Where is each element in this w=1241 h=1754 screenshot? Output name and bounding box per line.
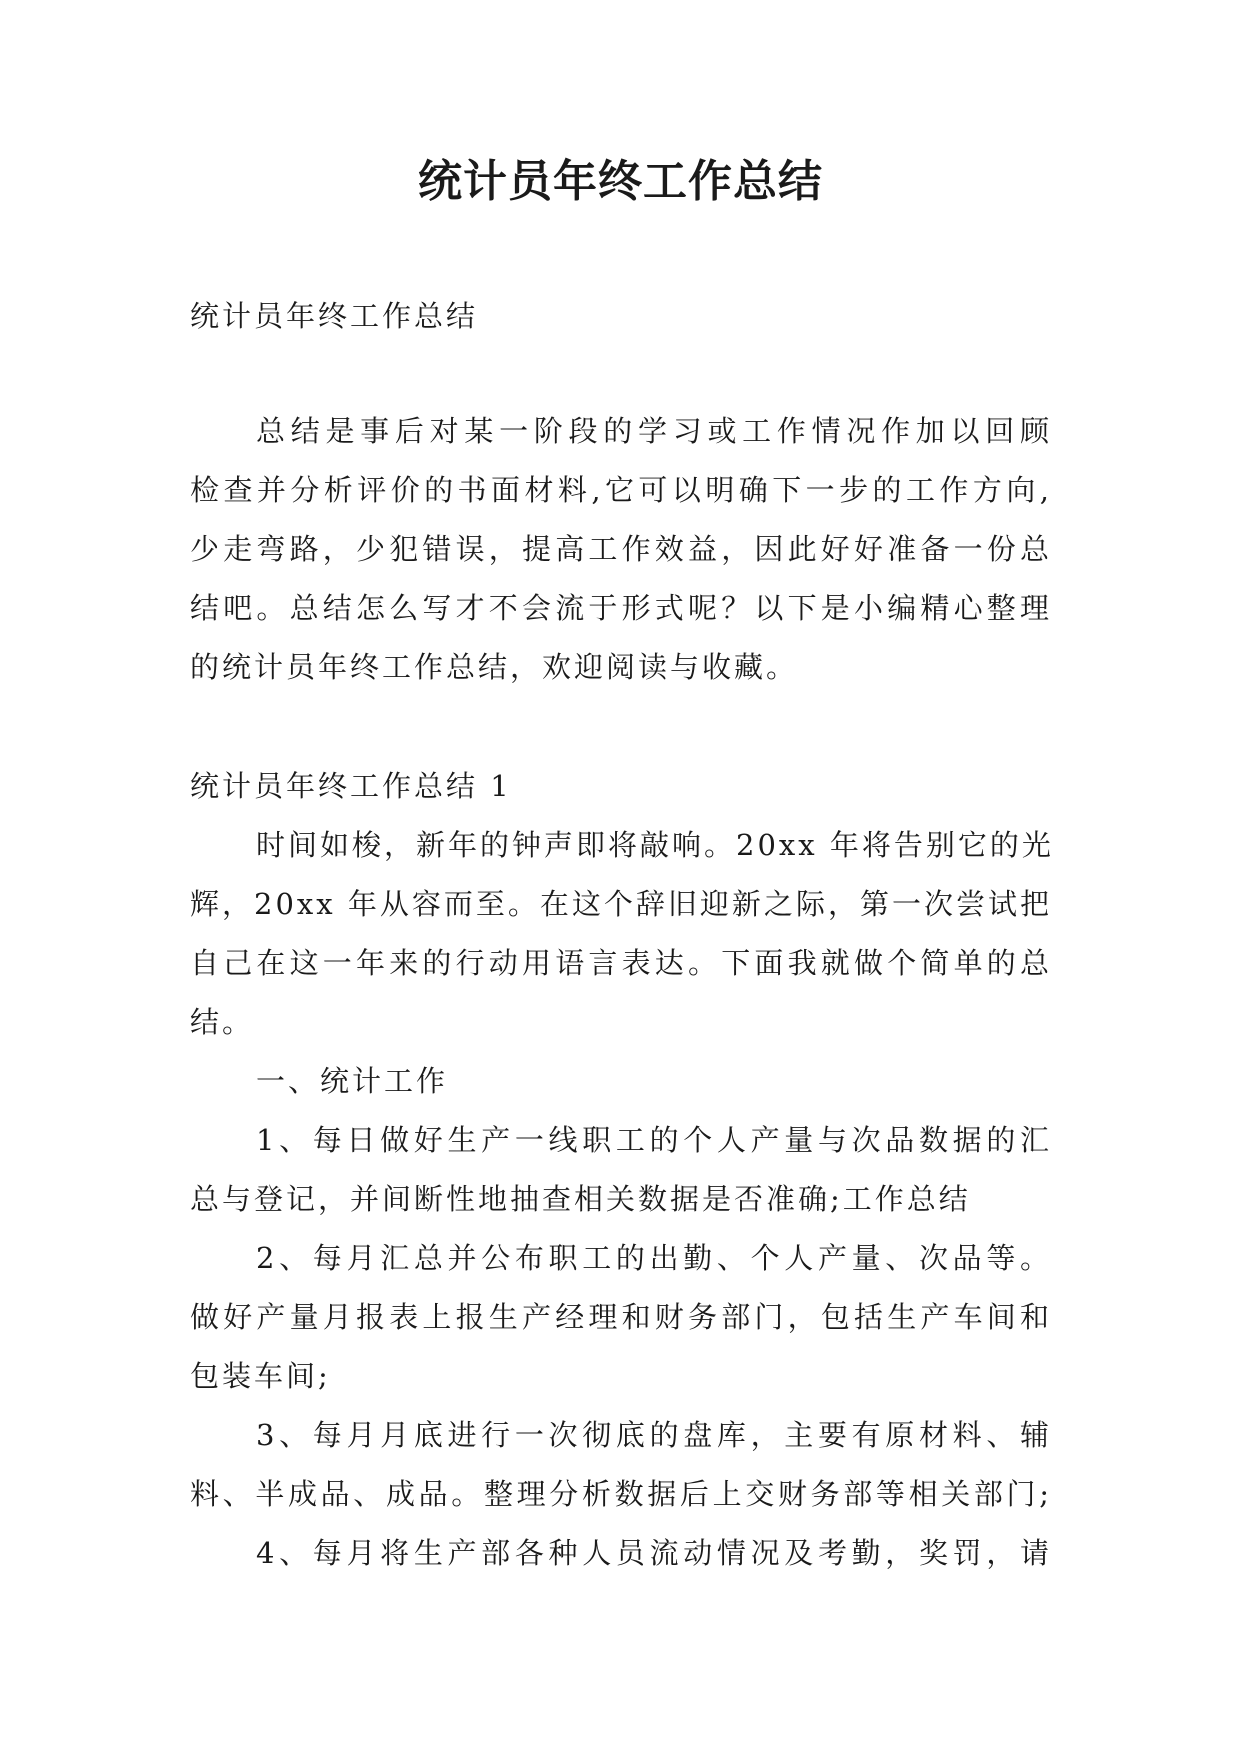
intro-line: 少走弯路，少犯错误，提高工作效益，因此好好准备一份总 bbox=[190, 532, 1052, 566]
intro-line: 总结是事后对某一阶段的学习或工作情况作加以回顾 bbox=[256, 414, 1052, 448]
intro-line: 检查并分析评价的书面材料,它可以明确下一步的工作方向, bbox=[190, 473, 1052, 507]
list-item-line: 3、每月月底进行一次彻底的盘库，主要有原材料、辅 bbox=[256, 1418, 1052, 1452]
section-heading: 统计员年终工作总结 1 bbox=[190, 769, 512, 803]
list-item-line: 料、半成品、成品。整理分析数据后上交财务部等相关部门; bbox=[190, 1477, 1052, 1511]
document-subtitle: 统计员年终工作总结 bbox=[190, 299, 479, 333]
document-title: 统计员年终工作总结 bbox=[418, 156, 823, 207]
paragraph-line: 结。 bbox=[190, 1005, 255, 1039]
list-item-line: 1、每日做好生产一线职工的个人产量与次品数据的汇 bbox=[256, 1123, 1052, 1157]
intro-line: 结吧。总结怎么写才不会流于形式呢？以下是小编精心整理 bbox=[190, 591, 1052, 625]
intro-line: 的统计员年终工作总结，欢迎阅读与收藏。 bbox=[190, 650, 799, 684]
document-subtitle-block bbox=[190, 287, 1052, 346]
list-item-line: 做好产量月报表上报生产经理和财务部门，包括生产车间和 bbox=[190, 1300, 1052, 1334]
paragraph-line: 自己在这一年来的行动用语言表达。下面我就做个简单的总 bbox=[190, 946, 1052, 980]
list-item-line: 包装车间; bbox=[190, 1359, 331, 1393]
list-item-line: 2、每月汇总并公布职工的出勤、个人产量、次品等。 bbox=[256, 1241, 1052, 1275]
subsection-heading: 一、统计工作 bbox=[256, 1064, 449, 1098]
section-1 bbox=[190, 757, 1052, 1583]
intro-paragraph bbox=[190, 402, 1052, 697]
paragraph-line: 辉，20xx 年从容而至。在这个辞旧迎新之际，第一次尝试把 bbox=[190, 887, 1052, 921]
list-item-line: 4、每月将生产部各种人员流动情况及考勤，奖罚，请 bbox=[256, 1536, 1052, 1570]
list-item-line: 总与登记，并间断性地抽查相关数据是否准确;工作总结 bbox=[190, 1182, 971, 1216]
paragraph-line: 时间如梭，新年的钟声即将敲响。20xx 年将告别它的光 bbox=[256, 828, 1054, 862]
